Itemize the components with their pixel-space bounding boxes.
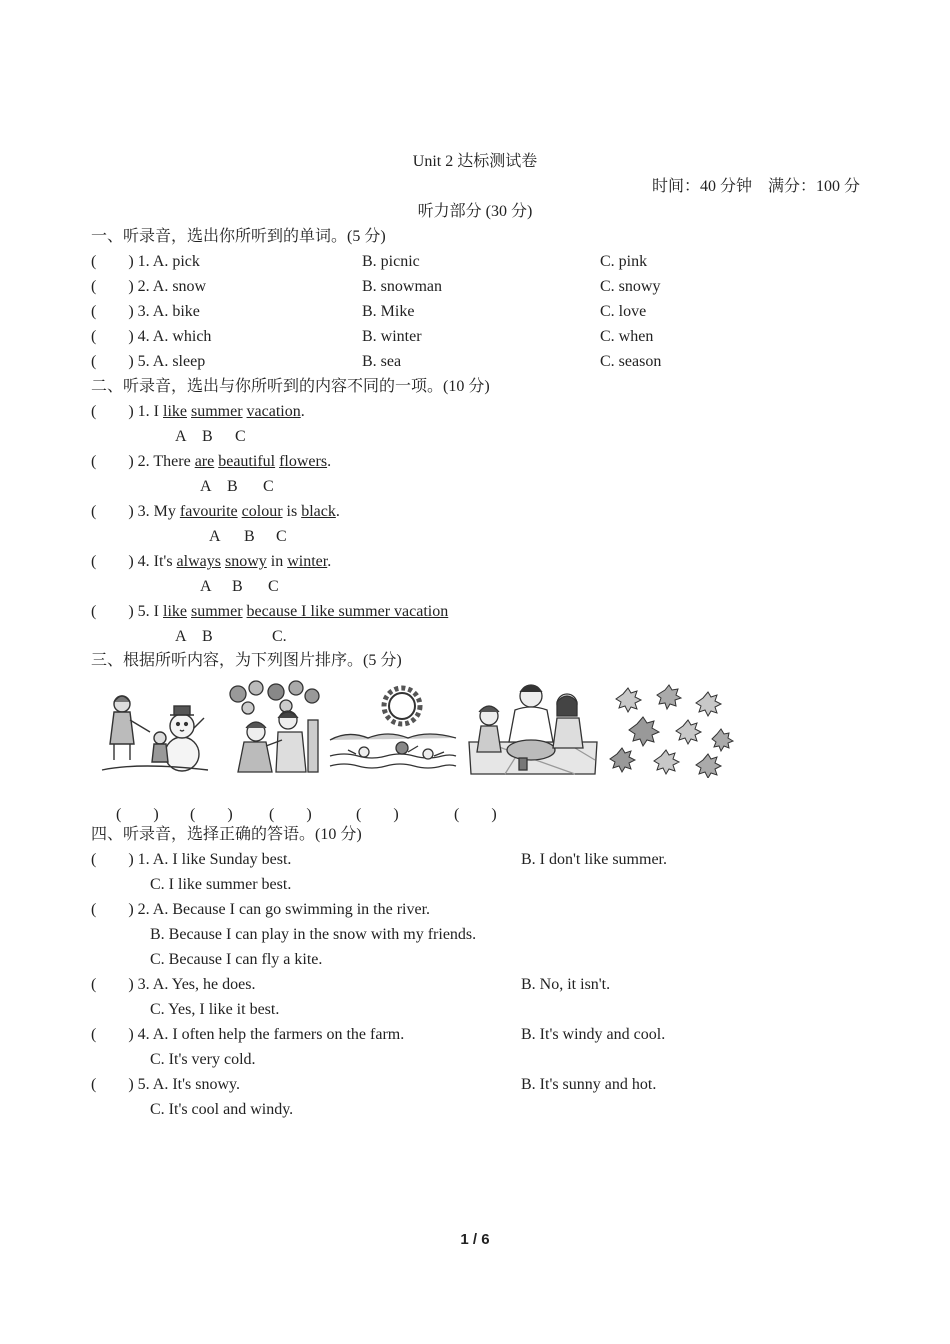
option-c: winter [287,553,328,570]
s2-q4-letter-b: B [232,578,243,595]
section3-heading: 三、根据所听内容，为下列图片排序。(5 分) [91,652,402,669]
s2-q5-letter-a: A [175,628,187,645]
s1-q2-a: ( ) 2. A. snow [91,278,207,295]
option-a: like [163,603,187,620]
option-a: are [194,453,215,470]
s1-q2-b: B. snowman [362,278,442,295]
s2-q2-letter-a: A [200,478,212,495]
sun-swimming-picture [328,680,458,774]
s1-q2-c: C. snowy [600,278,661,295]
s1-q3-b: B. Mike [362,303,415,320]
s4-q4-a: ( ) 4. A. I often help the farmers on the farm. [91,1026,405,1043]
s4-q2-a: ( ) 2. A. Because I can go swimming in the river. [91,901,431,918]
s2-q3-letter-b: B [244,528,255,545]
section1-heading: 一、听录音，选出你所听到的单词。(5 分) [91,228,386,245]
option-b: summer [191,603,243,620]
s1-q3-c: C. love [600,303,647,320]
s4-q5-b: B. It's sunny and hot. [521,1076,657,1093]
s2-q2: ( ) 2. There are beautiful flowers. [91,453,332,470]
family-picnic-picture [465,680,601,776]
s4-q5-a: ( ) 5. A. It's snowy. [91,1076,240,1093]
option-c: vacation [246,403,301,420]
option-c: because I like summer vacation [246,603,449,620]
option-a: always [176,553,221,570]
s1-q5-c: C. season [600,353,662,370]
section4-heading: 四、听录音，选择正确的答语。(10 分) [91,826,362,843]
s2-q3-letter-c: C [276,528,287,545]
s4-q2-c: C. Because I can fly a kite. [150,951,323,968]
s1-q1-a: ( ) 1. A. pick [91,253,200,270]
option-c: black [301,503,336,520]
s2-q3-letter-a: A [209,528,221,545]
s1-q4-c: C. when [600,328,654,345]
s2-q1-letter-c: C [235,428,246,445]
option-a: favourite [179,503,238,520]
order-blank-5[interactable]: ( ) [454,806,497,823]
s2-q2-letter-b: B [227,478,238,495]
s1-q4-b: B. winter [362,328,422,345]
option-b: beautiful [218,453,276,470]
s4-q3-a: ( ) 3. A. Yes, he does. [91,976,256,993]
s1-q4-a: ( ) 4. A. which [91,328,212,345]
falling-leaves-picture [607,684,735,778]
s2-q1-letter-b: B [202,428,213,445]
order-blank-4[interactable]: ( ) [356,806,399,823]
flowers-picture [226,680,320,774]
s4-q2-b: B. Because I can play in the snow with my friends. [150,926,477,943]
page-title: Unit 2 达标测试卷 [412,153,538,170]
order-blank-3[interactable]: ( ) [269,806,312,823]
order-blank-1[interactable]: ( ) [116,806,159,823]
s4-q1-b: B. I don't like summer. [521,851,667,868]
option-b: snowy [224,553,267,570]
order-blank-2[interactable]: ( ) [190,806,233,823]
option-a: like [163,403,187,420]
time-info: 时间：40 分钟 满分：100 分 [651,178,860,195]
s4-q3-b: B. No, it isn't. [521,976,611,993]
s1-q1-b: B. picnic [362,253,420,270]
s1-q5-a: ( ) 5. A. sleep [91,353,206,370]
s4-q1-a: ( ) 1. A. I like Sunday best. [91,851,292,868]
s2-q5-letter-b: B [202,628,213,645]
s2-q1: ( ) 1. I like summer vacation. [91,403,305,420]
s2-q2-letter-c: C [263,478,274,495]
s2-q5: ( ) 5. I like summer because I like summer vacation [91,603,449,620]
s2-q4-letter-a: A [200,578,212,595]
s1-q3-a: ( ) 3. A. bike [91,303,200,320]
s4-q4-b: B. It's windy and cool. [521,1026,666,1043]
option-b: summer [191,403,243,420]
s4-q1-c: C. I like summer best. [150,876,292,893]
s2-q5-letter-c: C. [272,628,287,645]
option-b: colour [241,503,283,520]
s1-q1-c: C. pink [600,253,648,270]
s2-q3: ( ) 3. My favourite colour is black. [91,503,340,520]
option-c: flowers [279,453,328,470]
snowman-picture [100,684,210,774]
page-number: 1 / 6 [460,1231,490,1248]
section2-heading: 二、听录音，选出与你所听到的内容不同的一项。(10 分) [91,378,490,395]
s4-q4-c: C. It's very cold. [150,1051,256,1068]
s4-q5-c: C. It's cool and windy. [150,1101,294,1118]
s2-q4: ( ) 4. It's always snowy in winter. [91,553,332,570]
s2-q4-letter-c: C [268,578,279,595]
s2-q1-letter-a: A [175,428,187,445]
s1-q5-b: B. sea [362,353,402,370]
s4-q3-c: C. Yes, I like it best. [150,1001,280,1018]
part-title: 听力部分 (30 分) [417,203,533,220]
